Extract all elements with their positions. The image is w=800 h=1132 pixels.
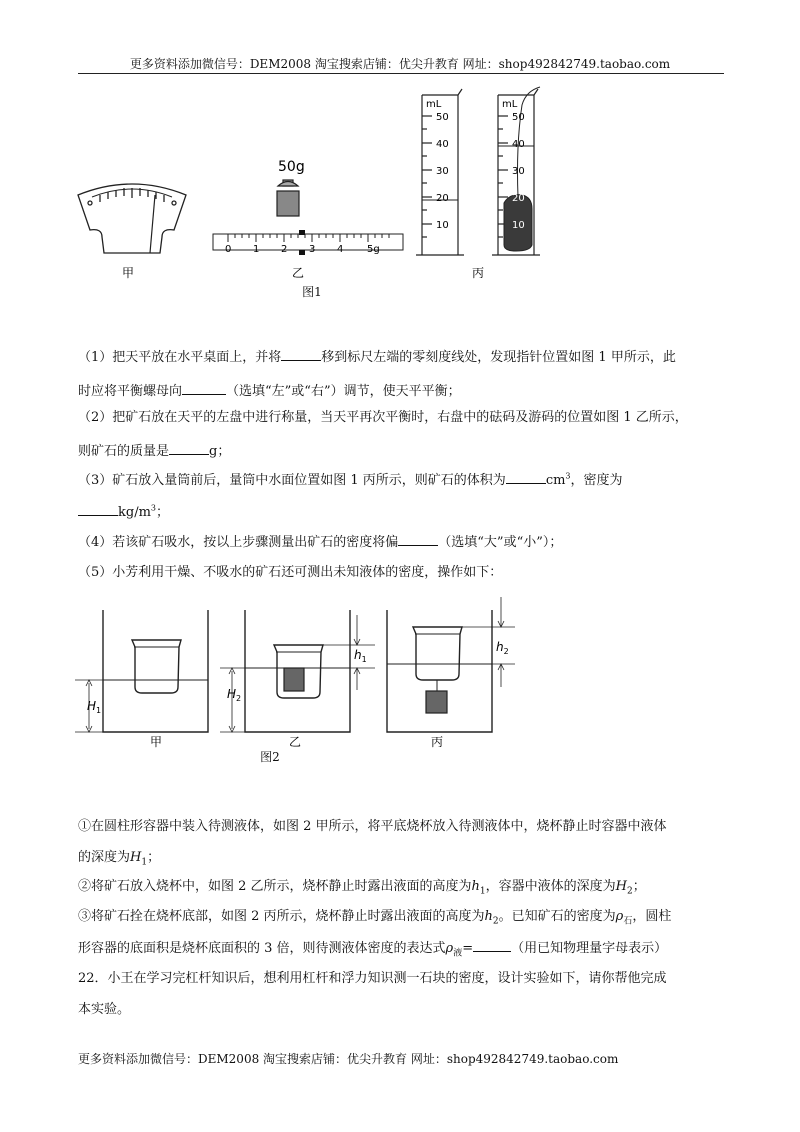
cyl1-tick-10: 10 <box>436 220 449 231</box>
answer-blank[interactable] <box>78 503 118 516</box>
s1-line-2: 的深度为$H_1$； <box>78 850 161 868</box>
cyl1-tick-40: 40 <box>436 139 449 150</box>
label-H1: $H_1$ <box>87 699 102 715</box>
fig2-label-yi: 乙 <box>289 735 302 749</box>
label-h2: $h_2$ <box>496 640 509 656</box>
q3-line-1: （3）矿石放入量筒前后，量筒中水面位置如图 1 丙所示，则矿石的体积为 $cm^3$，密度为 <box>78 471 623 488</box>
ruler-tick-0: 0 <box>225 244 232 255</box>
q2-line-1: （2）把矿石放在天平的左盘中进行称量，当天平再次平衡时，右盘中的砝码及游码的位置如图 1 乙所示， <box>78 410 688 425</box>
answer-blank[interactable] <box>473 939 511 952</box>
q22-line-1: 22．小王在学习完杠杆知识后，想利用杠杆和浮力知识测一石块的密度，设计实验如下，请你帮他完成 <box>78 971 667 986</box>
label-H2: $H_2$ <box>227 687 242 703</box>
fig1-label-jia: 甲 <box>122 266 135 280</box>
answer-blank[interactable] <box>182 382 226 395</box>
q1-line-1: （1）把天平放在水平桌面上，并将 移到标尺左端的零刻度线处，发现指针位置如图 1 甲所示，此 <box>78 350 676 365</box>
answer-blank[interactable] <box>398 533 438 546</box>
cyl1-tick-20: 20 <box>436 193 449 204</box>
ruler-tick-2: 2 <box>281 244 288 255</box>
rider-bottom <box>299 250 305 255</box>
s2-line-1: ②将矿石放入烧杯中，如图 2 乙所示，烧杯静止时露出液面的高度为$h_1$，容器中液体的深度为$H_2$； <box>78 879 646 897</box>
ruler-tick-1: 1 <box>253 244 260 255</box>
header-rule <box>78 73 724 74</box>
cyl2-tick-40: 40 <box>512 139 525 150</box>
fig1-label-bing: 丙 <box>472 266 485 280</box>
q2-line-2: 则矿石的质量是 g； <box>78 444 231 459</box>
ruler-tick-3: 3 <box>309 244 316 255</box>
s3-line-1: ③将矿石拴在烧杯底部，如图 2 丙所示，烧杯静止时露出液面的高度为$h_2$。已知矿石的密度为$\rho_石$，圆柱 <box>78 909 672 927</box>
cyl1-tick-50: 50 <box>436 112 449 123</box>
fig1-label-yi: 乙 <box>292 266 305 280</box>
page-header: 更多资料添加微信号：DEM2008 淘宝搜索店铺：优尖升教育 网址：shop492842749.taobao.com <box>129 57 671 71</box>
s3-line-2: 形容器的底面积是烧杯底面积的 3 倍，则待测液体密度的表达式$\rho_液=$ （用已知物理量字母表示） <box>78 941 668 959</box>
container-jia <box>103 610 208 732</box>
ruler-tick-4: 4 <box>337 244 344 255</box>
q3-line-2: $kg/m^3$； <box>78 501 169 520</box>
rider-top <box>299 230 305 235</box>
figure-1-caption: 图1 <box>302 285 322 299</box>
balance-scale-dial <box>78 184 186 253</box>
container-bing <box>387 610 492 732</box>
figure-2-caption: 图2 <box>260 750 280 764</box>
q5-line-1: （5）小芳利用干燥、不吸水的矿石还可测出未知液体的密度，操作如下： <box>78 565 503 580</box>
figure-1 <box>70 85 550 290</box>
answer-blank[interactable] <box>169 442 209 455</box>
q1-line-2: 时应将平衡螺母向 （选填“左”或“右”）调节，使天平平衡； <box>78 384 461 399</box>
weight-icon <box>277 180 299 216</box>
beaker-jia <box>132 640 181 693</box>
fig2-label-jia: 甲 <box>150 735 163 749</box>
s1-line-1: ①在圆柱形容器中装入待测液体，如图 2 甲所示，将平底烧杯放入待测液体中，烧杯静止时容器中液体 <box>78 819 667 834</box>
cyl2-tick-20: 20 <box>512 193 525 204</box>
cyl2-tick-10: 10 <box>512 220 525 231</box>
ore-block-bing <box>426 691 447 713</box>
cyl1-tick-30: 30 <box>436 166 449 177</box>
cyl2-tick-30: 30 <box>512 166 525 177</box>
cyl2-tick-50: 50 <box>512 112 525 123</box>
q4-line-1: （4）若该矿石吸水，按以上步骤测量出矿石的密度将偏 （选填“大”或“小”）； <box>78 535 563 550</box>
q22-line-2: 本实验。 <box>78 1002 131 1017</box>
figure-2 <box>75 595 535 750</box>
label-h1: $h_1$ <box>354 648 367 664</box>
cyl1-unit: mL <box>426 99 442 110</box>
weight-label: 50g <box>278 159 305 175</box>
answer-blank[interactable] <box>281 348 321 361</box>
cyl2-unit: mL <box>502 99 518 110</box>
fig2-label-bing: 丙 <box>431 735 444 749</box>
ore-block-yi <box>284 668 304 691</box>
answer-blank[interactable] <box>506 471 546 484</box>
page-footer: 更多资料添加微信号：DEM2008 淘宝搜索店铺：优尖升教育 网址：shop492842749.taobao.com <box>78 1052 619 1066</box>
ruler-tick-5g: 5g <box>367 244 380 255</box>
beaker-bing <box>413 627 462 680</box>
